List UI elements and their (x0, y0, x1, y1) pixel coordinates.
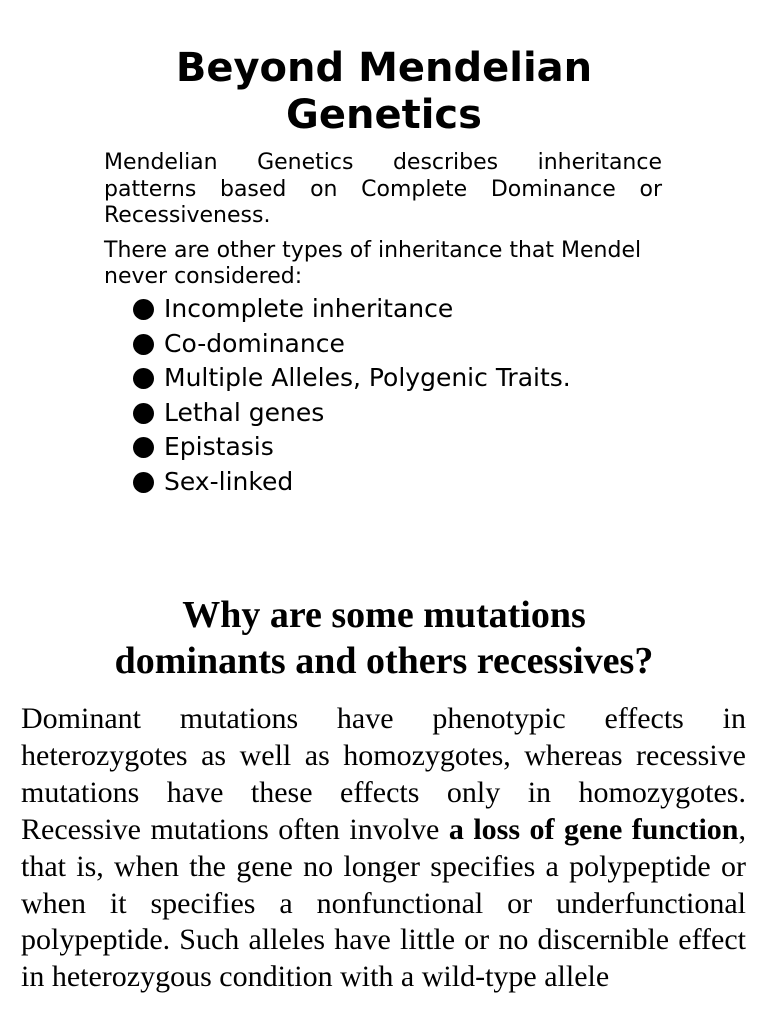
bullet-icon (133, 403, 154, 424)
slide-title (0, 45, 768, 139)
list-item-text: Epistasis (164, 432, 274, 461)
list-item-text: Co-dominance (164, 328, 345, 358)
intro-paragraph-2: There are other types of inheritance that Mendel never considered: (104, 237, 642, 289)
slide-title-line-1: Beyond Mendelian (175, 45, 593, 91)
body-paragraph (21, 701, 746, 996)
body-text-before-bold: Dominant mutations have phenotypic effects in heterozygotes as well as homozygotes, whereas recessive mutations have these effects only in homozygotes. Recessive mutations often involve (21, 702, 746, 846)
inheritance-types-list (133, 292, 571, 499)
list-item-text: Incomplete inheritance (164, 294, 454, 323)
list-item (133, 327, 571, 362)
intro-paragraph-1: Mendelian Genetics describes inheritance patterns based on Complete Dominance or Recessiveness. (104, 150, 662, 228)
list-item (133, 361, 571, 396)
bullet-icon (133, 299, 154, 320)
list-item-text: Lethal genes (164, 397, 325, 427)
list-item (133, 430, 571, 465)
slide-title-line-2: Genetics (286, 92, 482, 138)
bullet-icon (133, 334, 154, 355)
section-heading-line-2: dominants and others recessives? (114, 640, 654, 682)
list-item (133, 465, 571, 500)
list-item (133, 396, 571, 431)
bullet-icon (133, 472, 154, 493)
section-heading (0, 592, 768, 684)
body-bold-phrase: a loss of gene function (448, 812, 739, 846)
body-text-after-bold: , that is, when the gene no longer specifies a polypeptide or when it specifies a nonfunctional or underfunctional polypeptide. Such alleles have little or no discernible effect in heterozygous condition with a wild-type allele (21, 812, 746, 994)
list-item-text: Sex-linked (164, 466, 294, 496)
bullet-icon (133, 368, 154, 389)
list-item-text: Multiple Alleles, Polygenic Traits. (164, 363, 571, 392)
section-heading-line-1: Why are some mutations (182, 594, 586, 636)
list-item (133, 292, 571, 327)
bullet-icon (133, 437, 154, 458)
intro-text (104, 150, 662, 291)
